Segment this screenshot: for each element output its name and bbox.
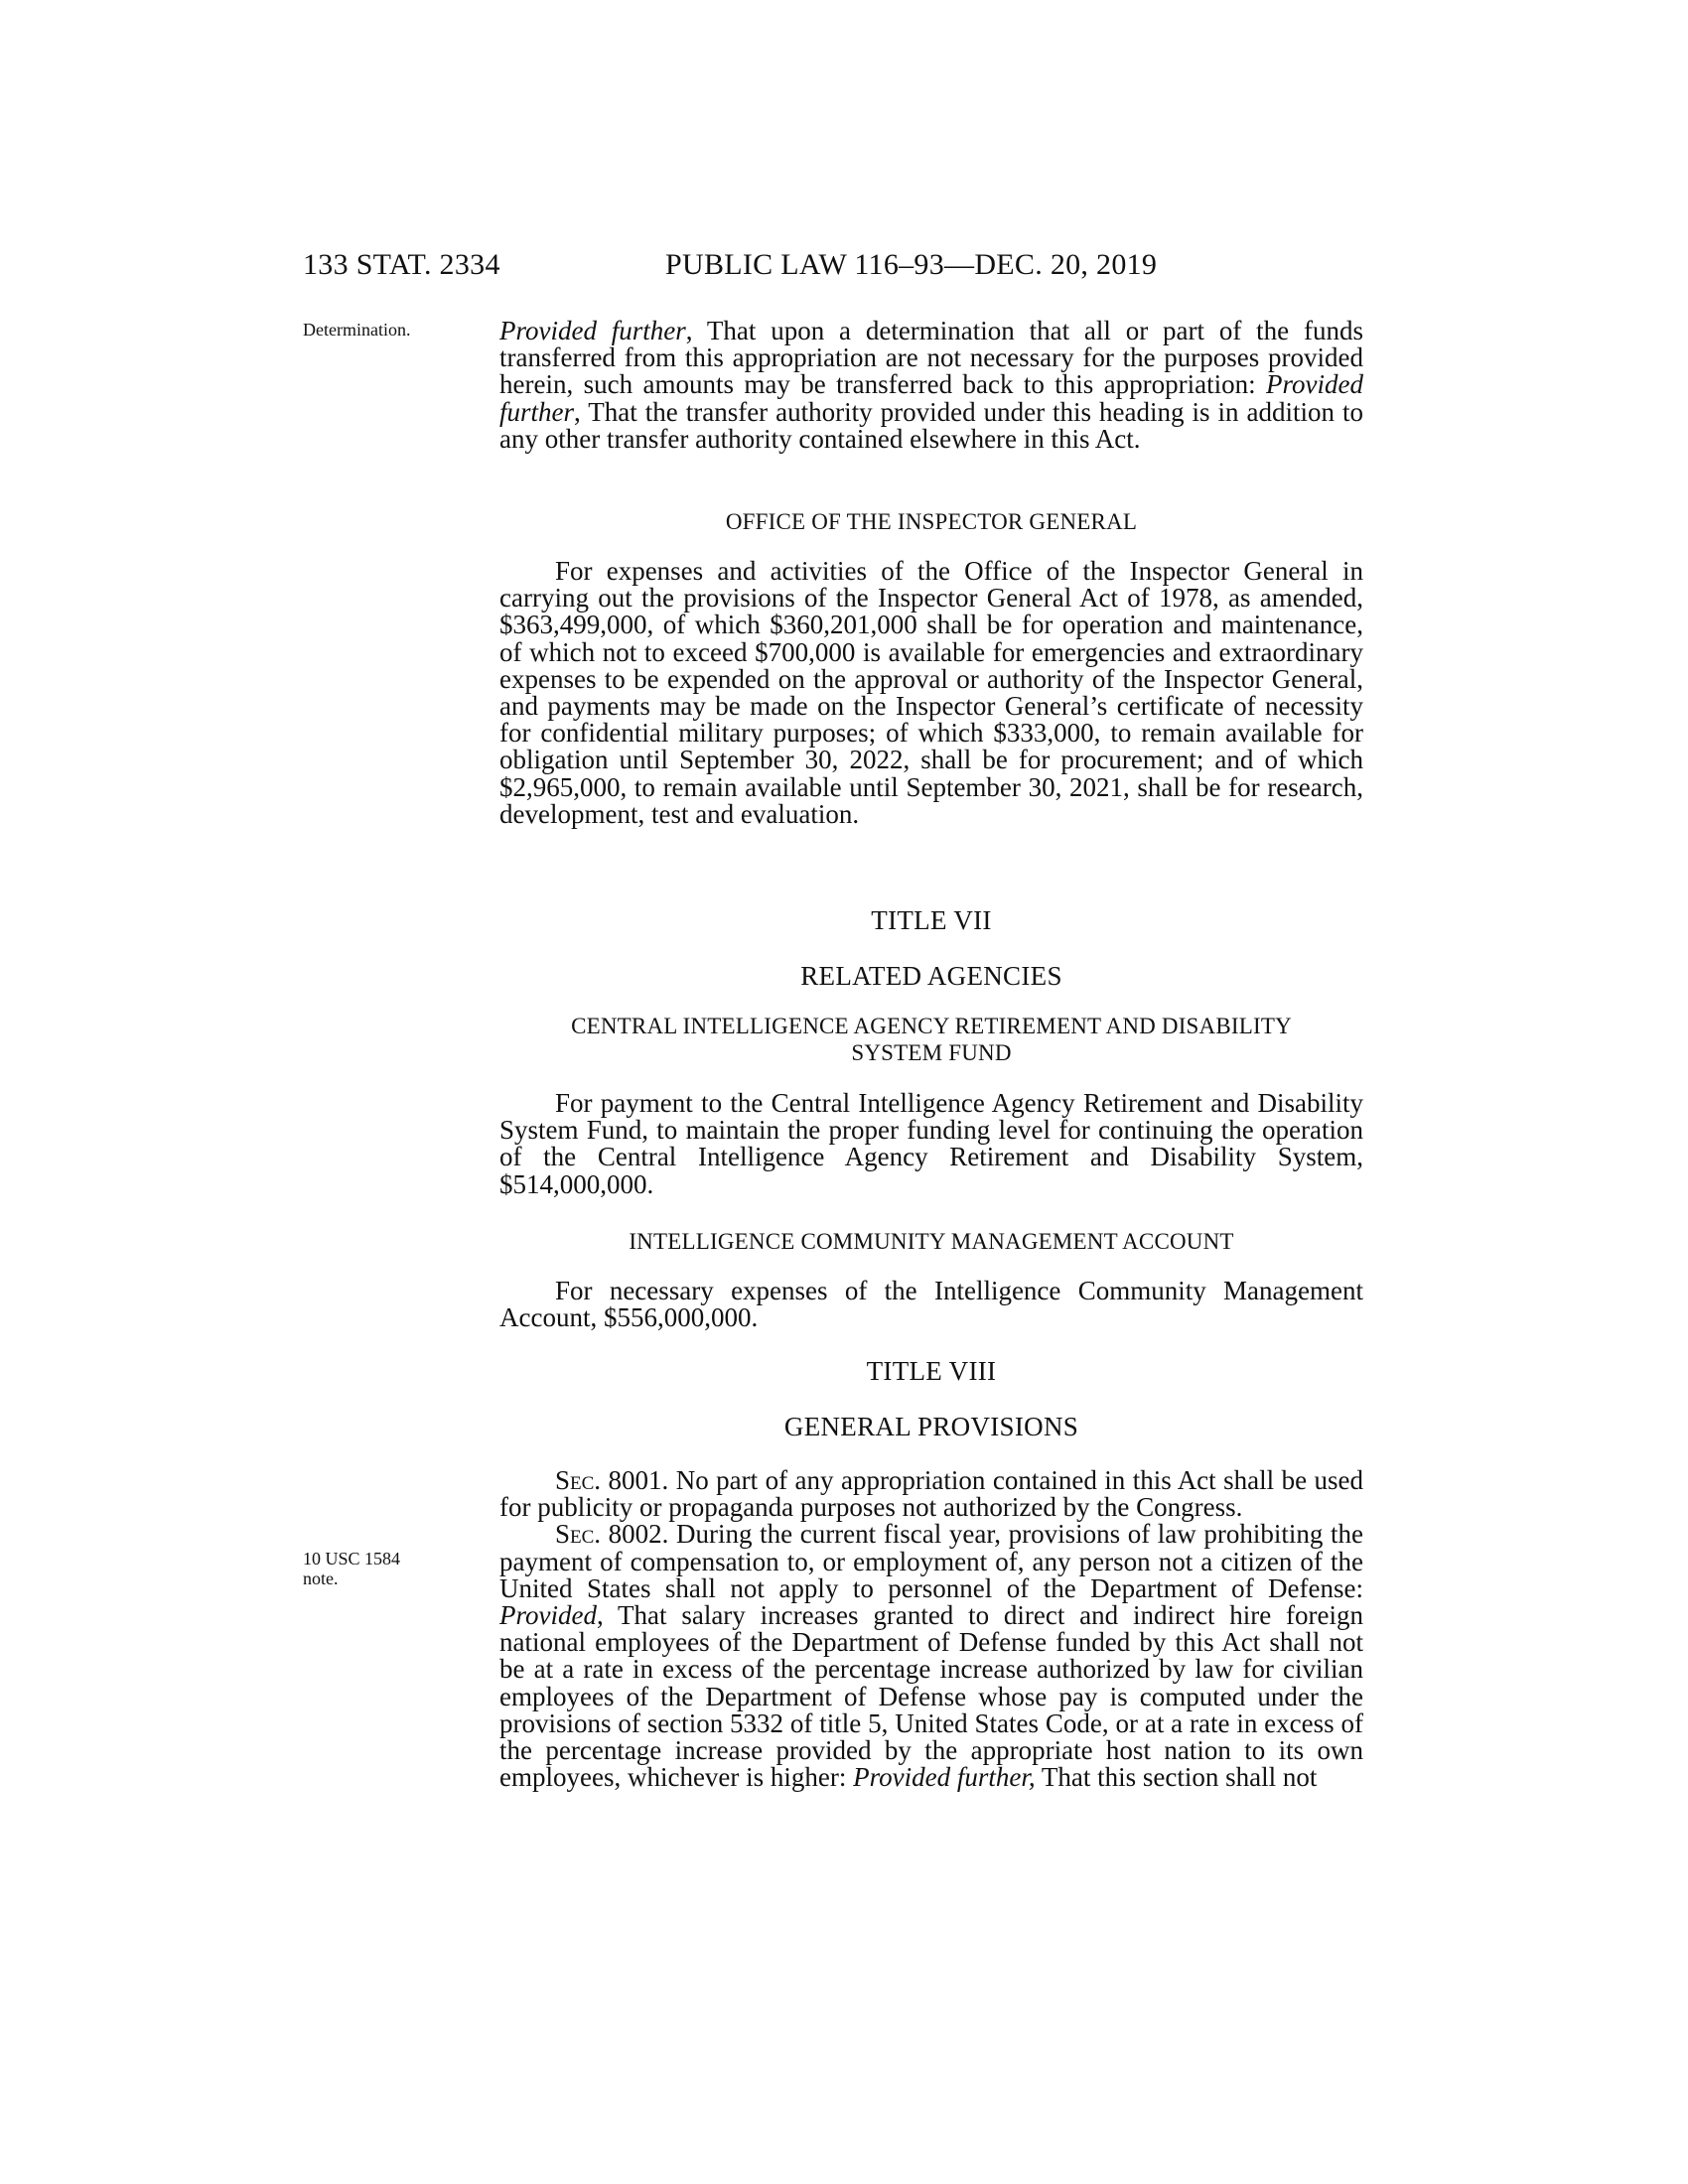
transfer-paragraph (499, 318, 1363, 453)
sec-8001-label: Sec. 8001. (555, 1465, 669, 1495)
oig-text: For expenses and activities of the Office of the Inspector General in carrying out the provisions of the Inspector General Act of 1978, as amended, $363,499,000, of which $360,201,000 shall be for operation and maintenance, of which not to exceed $700,000 is available for emergencies and extraordinary expenses to be expended on the approval or authority of the Inspector General, and payments may be made on the Inspector General’s certificate of necessity for confidential military purposes; of which $333,000, to remain available for obligation until September 30, 2022, shall be for procurement; and of which $2,965,000, to remain available until September 30, 2021, shall be for research, development, test and evaluation. (499, 556, 1363, 829)
running-header-title: PUBLIC LAW 116–93—DEC. 20, 2019 (665, 248, 1158, 281)
title-viii: TITLE VIII (866, 1356, 997, 1386)
general-provisions-heading: GENERAL PROVISIONS (783, 1412, 1079, 1441)
ciars-text: For payment to the Central Intelligence Agency Retirement and Disability System Fund, to maintain the proper funding level for continuing the operation of the Central Intelligence Agency Retirement and Disability System, $514,000,000. (499, 1088, 1363, 1199)
icma-paragraph (499, 1278, 1363, 1331)
icma-heading: INTELLIGENCE COMMUNITY MANAGEMENT ACCOUNT (629, 1229, 1234, 1254)
margin-note-determination: Determination. (303, 320, 411, 340)
sec-8002-provided: Provided (499, 1600, 597, 1631)
ciars-paragraph (499, 1090, 1363, 1198)
transfer-text-1: , That upon a determination that all or part of the funds transferred from this appropriation are not necessary for the purposes provided herein, such amounts may be transferred back to this appropriation: (499, 316, 1363, 400)
transfer-text-2: , That the transfer authority provided under this heading is in addition to any other transfer authority contained elsewhere in this Act. (499, 396, 1363, 454)
provided-further-2: Provided further (499, 369, 1363, 427)
oig-heading: OFFICE OF THE INSPECTOR GENERAL (725, 509, 1138, 534)
margin-note-usc-line1: 10 USC 1584 (303, 1549, 401, 1569)
sec-8001-text: No part of any appropriation contained in this Act shall be used for publicity or propaganda purposes not authorized by the Congress. (499, 1465, 1363, 1523)
title-vii: TITLE VII (871, 905, 992, 935)
sec-8002-provided-further: Provided further, (853, 1762, 1036, 1793)
oig-paragraph (499, 558, 1363, 828)
ciars-heading-line1: CENTRAL INTELLIGENCE AGENCY RETIREMENT AND DISABILITY (571, 1014, 1292, 1038)
sec-8001 (499, 1467, 1363, 1521)
sec-8002-text-1: During the current fiscal year, provisions of law prohibiting the payment of compensation to, or employment of, any person not a citizen of the United States shall not apply to personnel of the Department of Defense: (499, 1519, 1363, 1603)
sections-body (499, 1467, 1363, 1791)
margin-note-usc-line2: note. (303, 1569, 339, 1588)
icma-text: For necessary expenses of the Intelligence Community Management Account, $556,000,000. (499, 1276, 1363, 1333)
ciars-heading (499, 1013, 1363, 1066)
provided-further-1: Provided further (499, 316, 686, 345)
ciars-heading-line2: SYSTEM FUND (851, 1040, 1012, 1065)
sec-8002-label: Sec. 8002. (555, 1519, 669, 1550)
margin-note-usc (303, 1549, 482, 1588)
related-agencies-heading: RELATED AGENCIES (800, 961, 1062, 991)
sec-8002-text-3: That this section shall not (1035, 1762, 1318, 1793)
sec-8002-text-2: , That salary increases granted to direct and indirect hire foreign national employees of the Department of Defense funded by this Act shall not be at a rate in excess of the percentage increase authorized by law for civilian employees of the Department of Defense whose pay is computed under the provisions of section 5332 of title 5, United States Code, or at a rate in excess of the percentage increase provided by the appropriate host nation to its own employees, whichever is higher: (499, 1600, 1363, 1793)
statute-page-number: 133 STAT. 2334 (303, 248, 500, 281)
sec-8002 (499, 1521, 1363, 1791)
